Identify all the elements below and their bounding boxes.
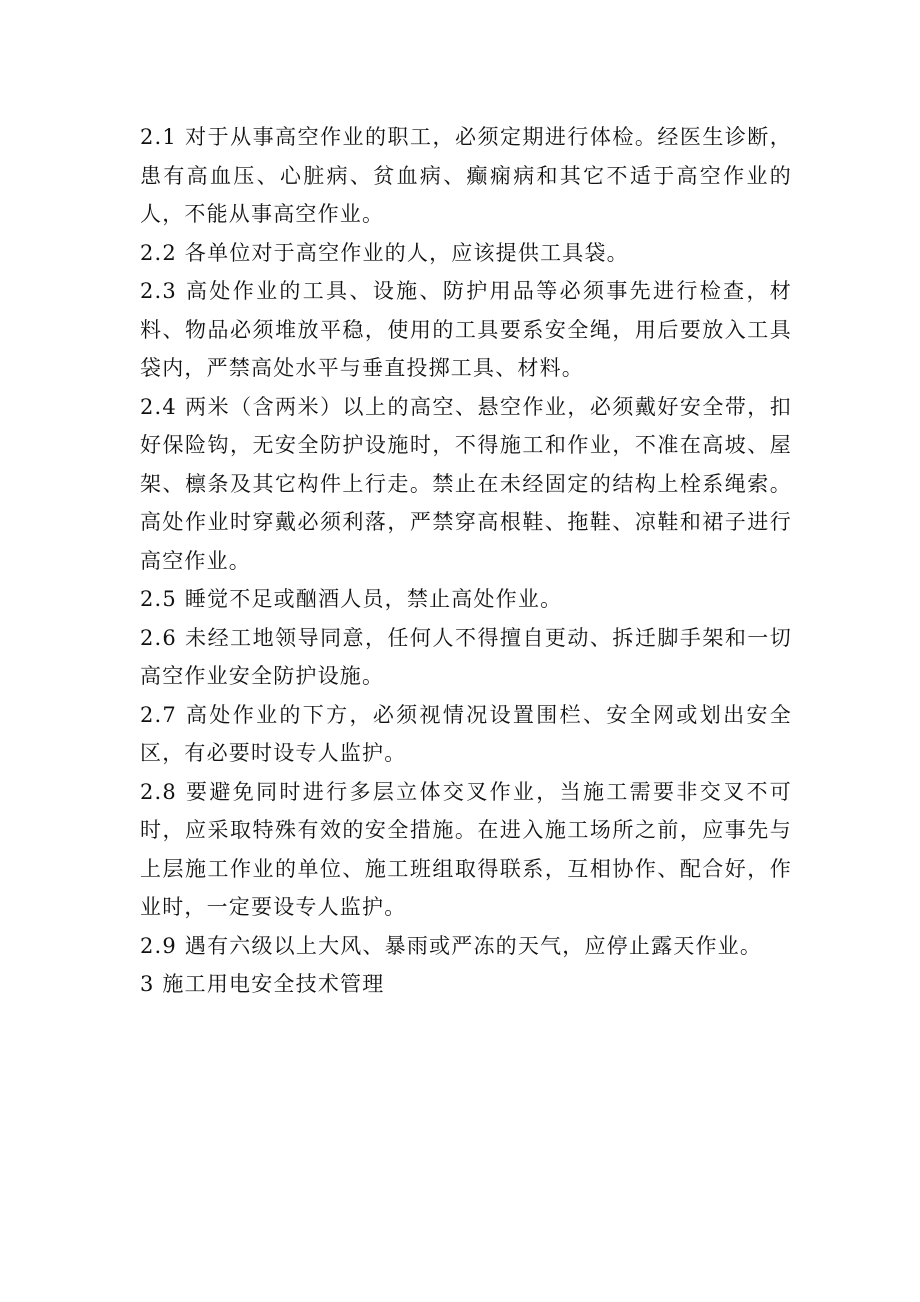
paragraph-2-6: 2.6 未经工地领导同意，任何人不得擅自更动、拆迁脚手架和一切高空作业安全防护设施。 [140,625,792,688]
paragraph-2-3: 2.3 高处作业的工具、设施、防护用品等必须事先进行检查，材料、物品必须堆放平稳，使用的工具要系安全绳，用后要放入工具袋内，严禁高处水平与垂直投掷工具、材料。 [140,279,792,380]
paragraph-2-5: 2.5 睡觉不足或酗酒人员，禁止高处作业。 [140,587,563,611]
section-heading-3: 3 施工用电安全技术管理 [140,972,385,996]
paragraph-2-4: 2.4 两米（含两米）以上的高空、悬空作业，必须戴好安全带，扣好保险钩，无安全防护设施时，不得施工和作业，不准在高坡、屋架、檩条及其它构件上行走。禁止在未经固定的结构上栓系绳索。高处作业时穿戴必须利落，严禁穿高根鞋、拖鞋、凉鞋和裙子进行高空作业。 [140,394,792,573]
paragraph-2-7: 2.7 高处作业的下方，必须视情况设置围栏、安全网或划出安全区，有必要时设专人监护。 [140,702,792,765]
paragraph-2-1: 2.1 对于从事高空作业的职工，必须定期进行体检。经医生诊断，患有高血压、心脏病、贫血病、癫痫病和其它不适于高空作业的人，不能从事高空作业。 [140,125,792,226]
paragraph-2-8: 2.8 要避免同时进行多层立体交叉作业，当施工需要非交叉不可时，应采取特殊有效的安全措施。在进入施工场所之前，应事先与上层施工作业的单位、施工班组取得联系，互相协作、配合好，作业时，一定要设专人监护。 [140,779,792,919]
paragraph-2-2: 2.2 各单位对于高空作业的人，应该提供工具袋。 [140,240,629,265]
paragraph-2-9: 2.9 遇有六级以上大风、暴雨或严冻的天气，应停止露天作业。 [140,933,763,958]
document-page [140,118,792,1004]
